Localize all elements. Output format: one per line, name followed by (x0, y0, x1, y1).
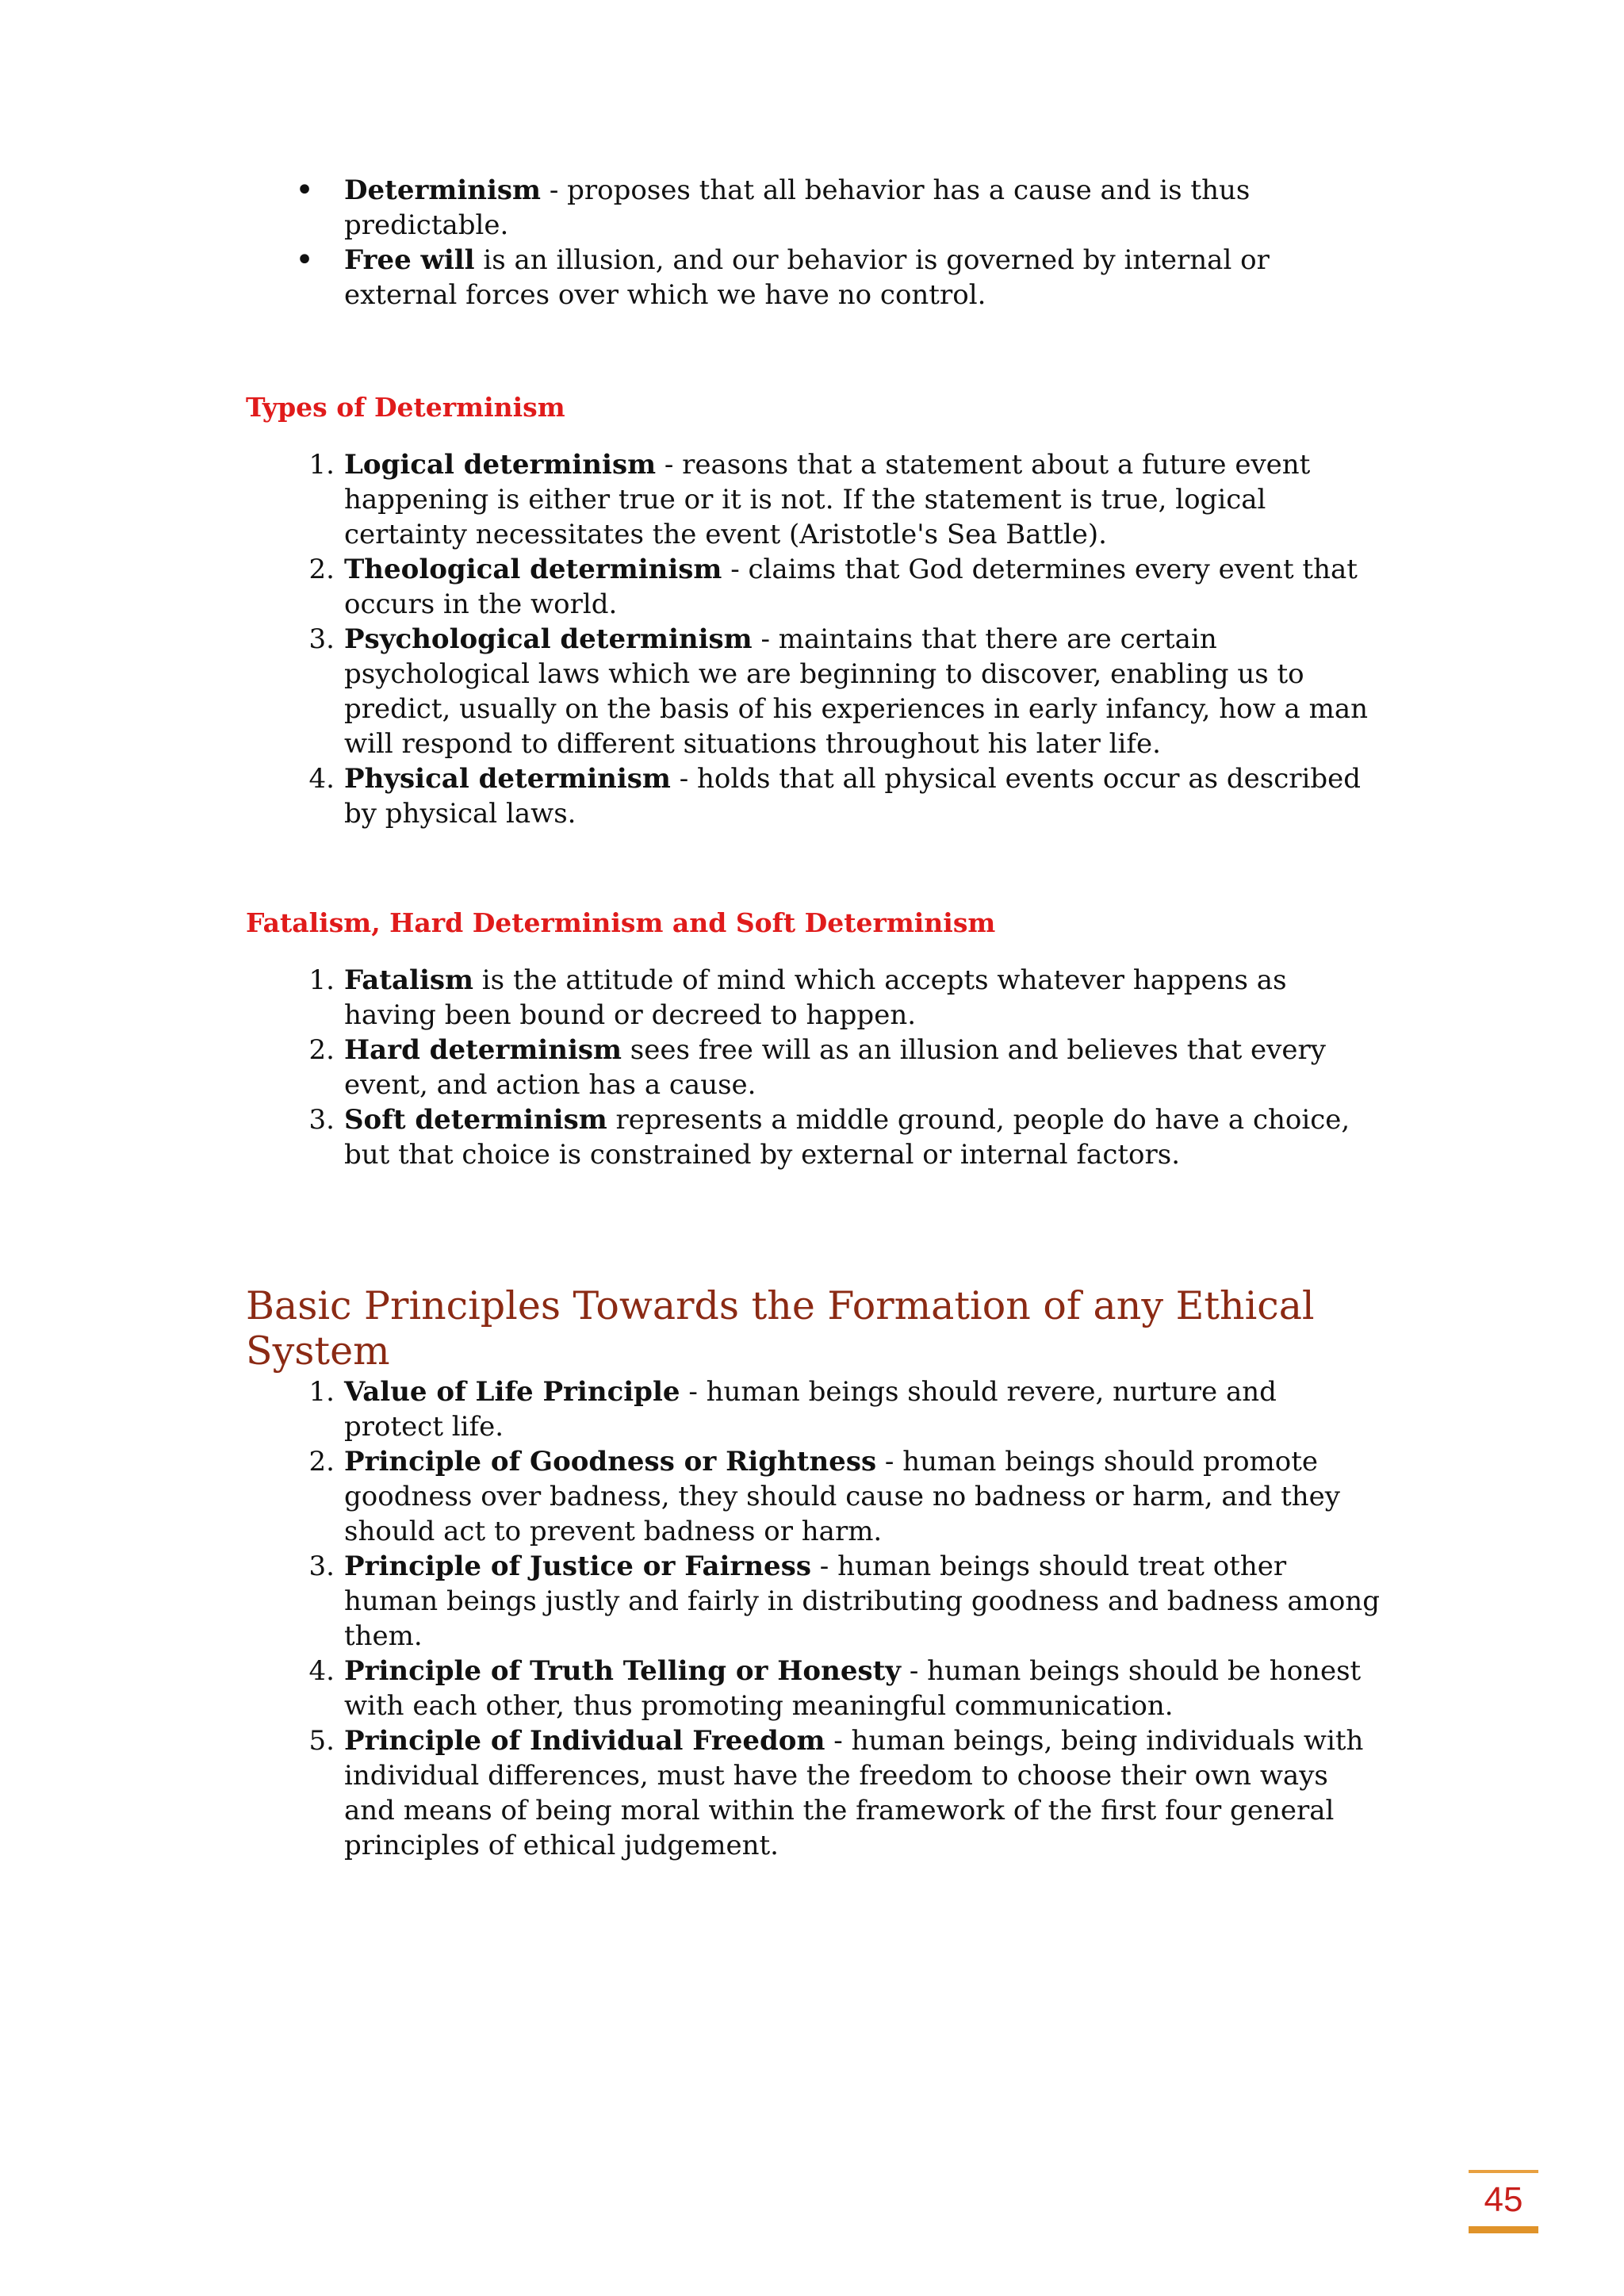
item-text: represents a middle ground, people do have a choice, but that choice is constrained by external or internal factors. (344, 1104, 1350, 1171)
list-item (295, 1723, 1381, 1863)
item-number: 1. (308, 1376, 335, 1408)
item-term: Soft determinism (344, 1104, 607, 1136)
item-number: 4. (308, 763, 335, 795)
item-term: Fatalism (344, 964, 473, 996)
page-number: 45 (1469, 2170, 1538, 2233)
item-text: - reasons that a statement about a future event happening is either true or it is not. If the statement is true, logical certainty necessitates the event (Aristotle's Sea Battle). (344, 449, 1311, 550)
list-item (295, 447, 1381, 552)
item-number: 2. (308, 1034, 335, 1066)
list-item (295, 1654, 1381, 1723)
item-number: 4. (308, 1655, 335, 1687)
list-item (295, 761, 1381, 831)
list-item (295, 173, 1381, 243)
list-item (295, 243, 1381, 312)
item-text: - holds that all physical events occur as described by physical laws. (344, 763, 1362, 830)
item-term: Determinism (344, 174, 542, 206)
item-text: - maintains that there are certain psychological laws which we are beginning to discover, enabling us to predict, usually on the basis of his experiences in early infancy, how a man will respond to different situations throughout his later life. (344, 623, 1369, 760)
item-text: - human beings, being individuals with individual differences, must have the freedom to choose their own ways and means of being moral within the framework of the first four general principles of ethical judgement. (344, 1725, 1364, 1861)
item-number: 1. (308, 449, 335, 481)
item-term: Free will (344, 244, 475, 276)
item-term: Logical determinism (344, 449, 657, 481)
item-number: 5. (308, 1725, 335, 1757)
list-item (295, 1033, 1381, 1102)
item-text: - human beings should be honest with each other, thus promoting meaningful communication. (344, 1655, 1362, 1722)
item-term: Value of Life Principle (344, 1376, 680, 1408)
item-text: - claims that God determines every event that occurs in the world. (344, 554, 1358, 620)
list-item (295, 1102, 1381, 1172)
item-term: Principle of Justice or Fairness (344, 1550, 811, 1582)
item-text: - proposes that all behavior has a cause and is thus predictable. (344, 174, 1251, 241)
principles-heading: Basic Principles Towards the Formation of any Ethical System (246, 1283, 1315, 1374)
list-item (295, 622, 1381, 761)
item-text: is an illusion, and our behavior is governed by internal or external forces over which we have no control. (344, 244, 1270, 311)
bullet-icon: • (295, 172, 314, 209)
item-text: - human beings should promote goodness over badness, they should cause no badness or harm, and they should act to prevent badness or harm. (344, 1446, 1340, 1547)
item-term: Principle of Goodness or Rightness (344, 1446, 877, 1478)
intro-bullet-list (295, 173, 1381, 312)
item-text: - human beings should treat other human beings justly and fairly in distributing goodness and badness among them. (344, 1550, 1380, 1652)
list-item (295, 552, 1381, 622)
item-text: sees free will as an illusion and believes that every event, and action has a cause. (344, 1034, 1326, 1101)
item-number: 3. (308, 1104, 335, 1136)
item-text: is the attitude of mind which accepts whatever happens as having been bound or decreed to happen. (344, 964, 1287, 1031)
list-item (295, 963, 1381, 1033)
item-number: 1. (308, 964, 335, 996)
list-item (295, 1374, 1381, 1444)
types-heading: Types of Determinism (246, 392, 565, 423)
item-text: - human beings should revere, nurture and protect life. (344, 1376, 1277, 1443)
fatalism-heading: Fatalism, Hard Determinism and Soft Determinism (246, 907, 996, 938)
item-term: Theological determinism (344, 554, 722, 585)
list-item (295, 1549, 1381, 1654)
fatalism-list (295, 963, 1381, 1172)
item-term: Principle of Truth Telling or Honesty (344, 1655, 902, 1687)
item-term: Psychological determinism (344, 623, 753, 655)
item-number: 2. (308, 554, 335, 585)
item-term: Hard determinism (344, 1034, 622, 1066)
bullet-icon: • (295, 242, 314, 278)
list-item (295, 1444, 1381, 1549)
principles-list (295, 1374, 1381, 1863)
item-number: 3. (308, 623, 335, 655)
item-term: Physical determinism (344, 763, 671, 795)
item-number: 2. (308, 1446, 335, 1478)
item-term: Principle of Individual Freedom (344, 1725, 825, 1757)
item-number: 3. (308, 1550, 335, 1582)
types-list (295, 447, 1381, 831)
